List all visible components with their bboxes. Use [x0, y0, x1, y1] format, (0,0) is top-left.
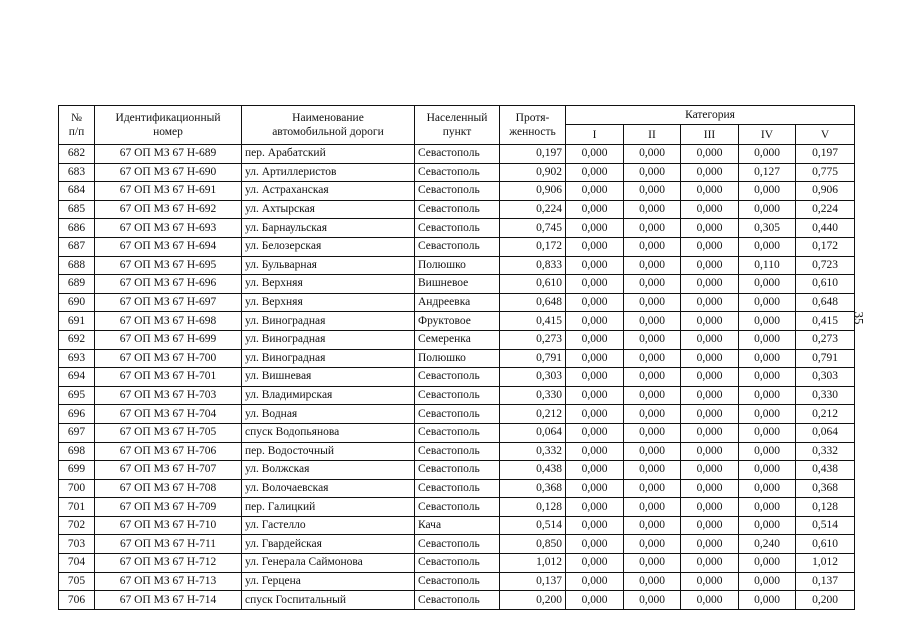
- settlement: Севастополь: [415, 200, 500, 219]
- cat-v-length: 0,791: [796, 349, 855, 368]
- cat-v-length: 0,648: [796, 293, 855, 312]
- row-number: 705: [59, 572, 95, 591]
- cat-i-length: 0,000: [566, 591, 624, 610]
- settlement: Севастополь: [415, 163, 500, 182]
- settlement: Севастополь: [415, 386, 500, 405]
- cat-ii-length: 0,000: [624, 293, 681, 312]
- road-name: ул. Виноградная: [242, 312, 415, 331]
- row-number: 685: [59, 200, 95, 219]
- table-header: [59, 106, 855, 145]
- cat-ii-length: 0,000: [624, 182, 681, 201]
- settlement: Севастополь: [415, 145, 500, 164]
- road-length: 0,902: [500, 163, 566, 182]
- cat-ii-length: 0,000: [624, 330, 681, 349]
- road-name: ул. Верхняя: [242, 293, 415, 312]
- row-number: 701: [59, 498, 95, 517]
- cat-iv-length: 0,000: [739, 293, 796, 312]
- cat-i-length: 0,000: [566, 293, 624, 312]
- settlement: Севастополь: [415, 572, 500, 591]
- table-row: [59, 535, 855, 554]
- road-length: 0,850: [500, 535, 566, 554]
- cat-iii-length: 0,000: [681, 200, 739, 219]
- settlement: Севастополь: [415, 423, 500, 442]
- settlement: Севастополь: [415, 442, 500, 461]
- header-category-i: I: [566, 125, 624, 145]
- header-category: [566, 106, 855, 125]
- road-name: ул. Белозерская: [242, 237, 415, 256]
- cat-v-length: 0,200: [796, 591, 855, 610]
- cat-ii-length: 0,000: [624, 349, 681, 368]
- cat-ii-length: 0,000: [624, 516, 681, 535]
- cat-iv-length: 0,000: [739, 237, 796, 256]
- header-category-ii: II: [624, 125, 681, 145]
- cat-i-length: 0,000: [566, 572, 624, 591]
- road-length: 0,745: [500, 219, 566, 238]
- cat-ii-length: 0,000: [624, 145, 681, 164]
- road-id: 67 ОП МЗ 67 Н-694: [95, 237, 242, 256]
- cat-i-length: 0,000: [566, 442, 624, 461]
- road-id: 67 ОП МЗ 67 Н-700: [95, 349, 242, 368]
- cat-ii-length: 0,000: [624, 442, 681, 461]
- cat-v-length: 1,012: [796, 554, 855, 573]
- settlement: Севастополь: [415, 182, 500, 201]
- settlement: Кача: [415, 516, 500, 535]
- cat-ii-length: 0,000: [624, 535, 681, 554]
- road-length: 0,212: [500, 405, 566, 424]
- header-category-label: Категория: [685, 109, 735, 121]
- row-number: 693: [59, 349, 95, 368]
- header-id-label: Идентификационный номер: [115, 112, 221, 138]
- road-length: 1,012: [500, 554, 566, 573]
- cat-i-length: 0,000: [566, 275, 624, 294]
- cat-iv-length: 0,000: [739, 479, 796, 498]
- cat-v-length: 0,514: [796, 516, 855, 535]
- cat-iii-length: 0,000: [681, 591, 739, 610]
- road-name: ул. Вишневая: [242, 368, 415, 387]
- road-id: 67 ОП МЗ 67 Н-689: [95, 145, 242, 164]
- row-number: 689: [59, 275, 95, 294]
- table-row: [59, 479, 855, 498]
- cat-i-length: 0,000: [566, 219, 624, 238]
- table-row: [59, 423, 855, 442]
- road-name: ул. Волочаевская: [242, 479, 415, 498]
- road-id: 67 ОП МЗ 67 Н-690: [95, 163, 242, 182]
- road-id: 67 ОП МЗ 67 Н-712: [95, 554, 242, 573]
- road-id: 67 ОП МЗ 67 Н-691: [95, 182, 242, 201]
- cat-v-length: 0,332: [796, 442, 855, 461]
- cat-i-length: 0,000: [566, 368, 624, 387]
- cat-iv-length: 0,000: [739, 516, 796, 535]
- road-id: 67 ОП МЗ 67 Н-713: [95, 572, 242, 591]
- row-number: 687: [59, 237, 95, 256]
- road-id: 67 ОП МЗ 67 Н-705: [95, 423, 242, 442]
- header-category-iii: III: [681, 125, 739, 145]
- settlement: Севастополь: [415, 368, 500, 387]
- header-number: [59, 106, 95, 145]
- table-row: [59, 293, 855, 312]
- cat-iv-length: 0,000: [739, 275, 796, 294]
- road-length: 0,172: [500, 237, 566, 256]
- cat-iii-length: 0,000: [681, 312, 739, 331]
- cat-iii-length: 0,000: [681, 572, 739, 591]
- cat-v-length: 0,330: [796, 386, 855, 405]
- cat-iv-length: 0,000: [739, 349, 796, 368]
- road-length: 0,224: [500, 200, 566, 219]
- road-id: 67 ОП МЗ 67 Н-696: [95, 275, 242, 294]
- settlement: Вишневое: [415, 275, 500, 294]
- road-id: 67 ОП МЗ 67 Н-697: [95, 293, 242, 312]
- header-road-name: [242, 106, 415, 145]
- road-name: ул. Артиллеристов: [242, 163, 415, 182]
- table-row: [59, 498, 855, 517]
- row-number: 683: [59, 163, 95, 182]
- road-id: 67 ОП МЗ 67 Н-709: [95, 498, 242, 517]
- settlement: Полюшко: [415, 349, 500, 368]
- road-length: 0,415: [500, 312, 566, 331]
- cat-ii-length: 0,000: [624, 237, 681, 256]
- cat-iv-length: 0,000: [739, 386, 796, 405]
- cat-ii-length: 0,000: [624, 200, 681, 219]
- cat-iv-length: 0,127: [739, 163, 796, 182]
- road-name: ул. Виноградная: [242, 330, 415, 349]
- cat-i-length: 0,000: [566, 554, 624, 573]
- road-id: 67 ОП МЗ 67 Н-708: [95, 479, 242, 498]
- road-name: ул. Генерала Саймонова: [242, 554, 415, 573]
- road-name: пер. Арабатский: [242, 145, 415, 164]
- table-row: [59, 200, 855, 219]
- row-number: 682: [59, 145, 95, 164]
- settlement: Севастополь: [415, 219, 500, 238]
- cat-iii-length: 0,000: [681, 405, 739, 424]
- cat-iv-length: 0,000: [739, 312, 796, 331]
- table-row: [59, 461, 855, 480]
- cat-v-length: 0,906: [796, 182, 855, 201]
- settlement: Фруктовое: [415, 312, 500, 331]
- cat-v-length: 0,197: [796, 145, 855, 164]
- cat-ii-length: 0,000: [624, 423, 681, 442]
- cat-v-length: 0,610: [796, 275, 855, 294]
- cat-i-length: 0,000: [566, 349, 624, 368]
- row-number: 698: [59, 442, 95, 461]
- cat-iii-length: 0,000: [681, 498, 739, 517]
- cat-iii-length: 0,000: [681, 145, 739, 164]
- cat-v-length: 0,273: [796, 330, 855, 349]
- table-row: [59, 330, 855, 349]
- settlement: Севастополь: [415, 237, 500, 256]
- cat-iii-length: 0,000: [681, 368, 739, 387]
- road-length: 0,791: [500, 349, 566, 368]
- cat-v-length: 0,723: [796, 256, 855, 275]
- row-number: 702: [59, 516, 95, 535]
- cat-i-length: 0,000: [566, 330, 624, 349]
- road-name: ул. Виноградная: [242, 349, 415, 368]
- header-road-name-label: Наименование автомобильной дороги: [272, 112, 384, 138]
- cat-i-length: 0,000: [566, 312, 624, 331]
- cat-v-length: 0,128: [796, 498, 855, 517]
- road-name: ул. Владимирская: [242, 386, 415, 405]
- header-settlement-label: Населенный пункт: [426, 112, 488, 138]
- cat-v-length: 0,775: [796, 163, 855, 182]
- header-settlement: [415, 106, 500, 145]
- cat-ii-length: 0,000: [624, 554, 681, 573]
- cat-i-length: 0,000: [566, 386, 624, 405]
- road-name: ул. Гвардейская: [242, 535, 415, 554]
- road-name: ул. Герцена: [242, 572, 415, 591]
- road-length: 0,610: [500, 275, 566, 294]
- cat-ii-length: 0,000: [624, 591, 681, 610]
- row-number: 690: [59, 293, 95, 312]
- cat-i-length: 0,000: [566, 256, 624, 275]
- road-length: 0,137: [500, 572, 566, 591]
- cat-iii-length: 0,000: [681, 386, 739, 405]
- settlement: Севастополь: [415, 591, 500, 610]
- road-name: ул. Верхняя: [242, 275, 415, 294]
- cat-i-length: 0,000: [566, 200, 624, 219]
- cat-i-length: 0,000: [566, 535, 624, 554]
- cat-iv-length: 0,000: [739, 182, 796, 201]
- road-id: 67 ОП МЗ 67 Н-699: [95, 330, 242, 349]
- cat-iv-length: 0,110: [739, 256, 796, 275]
- row-number: 704: [59, 554, 95, 573]
- cat-ii-length: 0,000: [624, 386, 681, 405]
- cat-iii-length: 0,000: [681, 275, 739, 294]
- cat-iv-length: 0,000: [739, 423, 796, 442]
- row-number: 703: [59, 535, 95, 554]
- road-length: 0,128: [500, 498, 566, 517]
- cat-iv-length: 0,000: [739, 591, 796, 610]
- header-length-label: Протя- женность: [509, 112, 556, 138]
- cat-ii-length: 0,000: [624, 275, 681, 294]
- table-body: [59, 145, 855, 610]
- settlement: Севастополь: [415, 405, 500, 424]
- cat-i-length: 0,000: [566, 145, 624, 164]
- cat-v-length: 0,064: [796, 423, 855, 442]
- cat-iv-length: 0,305: [739, 219, 796, 238]
- road-id: 67 ОП МЗ 67 Н-701: [95, 368, 242, 387]
- road-length: 0,906: [500, 182, 566, 201]
- settlement: Севастополь: [415, 535, 500, 554]
- road-id: 67 ОП МЗ 67 Н-693: [95, 219, 242, 238]
- table-row: [59, 516, 855, 535]
- row-number: 692: [59, 330, 95, 349]
- cat-iv-length: 0,000: [739, 461, 796, 480]
- cat-ii-length: 0,000: [624, 479, 681, 498]
- road-length: 0,064: [500, 423, 566, 442]
- road-id: 67 ОП МЗ 67 Н-710: [95, 516, 242, 535]
- road-id: 67 ОП МЗ 67 Н-714: [95, 591, 242, 610]
- cat-ii-length: 0,000: [624, 219, 681, 238]
- road-id: 67 ОП МЗ 67 Н-695: [95, 256, 242, 275]
- road-length: 0,514: [500, 516, 566, 535]
- road-name: спуск Водопьянова: [242, 423, 415, 442]
- cat-v-length: 0,303: [796, 368, 855, 387]
- cat-i-length: 0,000: [566, 163, 624, 182]
- cat-iii-length: 0,000: [681, 535, 739, 554]
- road-registry-table: [58, 105, 855, 610]
- settlement: Андреевка: [415, 293, 500, 312]
- table-row: [59, 405, 855, 424]
- table-row: [59, 237, 855, 256]
- row-number: 696: [59, 405, 95, 424]
- cat-ii-length: 0,000: [624, 461, 681, 480]
- header-category-v: V: [796, 125, 855, 145]
- header-category-iv: IV: [739, 125, 796, 145]
- road-name: пер. Водосточный: [242, 442, 415, 461]
- table-row: [59, 256, 855, 275]
- cat-iv-length: 0,000: [739, 498, 796, 517]
- table-row: [59, 163, 855, 182]
- header-length: [500, 106, 566, 145]
- row-number: 691: [59, 312, 95, 331]
- cat-v-length: 0,224: [796, 200, 855, 219]
- cat-ii-length: 0,000: [624, 405, 681, 424]
- road-length: 0,330: [500, 386, 566, 405]
- row-number: 706: [59, 591, 95, 610]
- row-number: 697: [59, 423, 95, 442]
- cat-iii-length: 0,000: [681, 479, 739, 498]
- header-number-label: № п/п: [68, 112, 85, 138]
- road-name: ул. Барнаульская: [242, 219, 415, 238]
- cat-i-length: 0,000: [566, 498, 624, 517]
- road-length: 0,200: [500, 591, 566, 610]
- cat-iv-length: 0,000: [739, 145, 796, 164]
- table-row: [59, 312, 855, 331]
- cat-iii-length: 0,000: [681, 349, 739, 368]
- road-id: 67 ОП МЗ 67 Н-711: [95, 535, 242, 554]
- cat-iii-length: 0,000: [681, 237, 739, 256]
- settlement: Севастополь: [415, 461, 500, 480]
- cat-ii-length: 0,000: [624, 572, 681, 591]
- row-number: 688: [59, 256, 95, 275]
- cat-v-length: 0,137: [796, 572, 855, 591]
- road-name: ул. Астраханская: [242, 182, 415, 201]
- table-row: [59, 554, 855, 573]
- settlement: Полюшко: [415, 256, 500, 275]
- cat-iii-length: 0,000: [681, 293, 739, 312]
- cat-ii-length: 0,000: [624, 256, 681, 275]
- table-row: [59, 275, 855, 294]
- road-id: 67 ОП МЗ 67 Н-692: [95, 200, 242, 219]
- cat-iii-length: 0,000: [681, 461, 739, 480]
- cat-v-length: 0,440: [796, 219, 855, 238]
- cat-iii-length: 0,000: [681, 554, 739, 573]
- cat-iii-length: 0,000: [681, 442, 739, 461]
- cat-i-length: 0,000: [566, 423, 624, 442]
- cat-iii-length: 0,000: [681, 182, 739, 201]
- row-number: 700: [59, 479, 95, 498]
- cat-iv-length: 0,000: [739, 442, 796, 461]
- cat-v-length: 0,368: [796, 479, 855, 498]
- row-number: 686: [59, 219, 95, 238]
- cat-v-length: 0,610: [796, 535, 855, 554]
- table-row: [59, 349, 855, 368]
- cat-i-length: 0,000: [566, 405, 624, 424]
- road-name: спуск Госпитальный: [242, 591, 415, 610]
- header-id: [95, 106, 242, 145]
- cat-iv-length: 0,000: [739, 368, 796, 387]
- cat-iv-length: 0,000: [739, 572, 796, 591]
- road-name: ул. Ахтырская: [242, 200, 415, 219]
- road-id: 67 ОП МЗ 67 Н-706: [95, 442, 242, 461]
- table-row: [59, 182, 855, 201]
- cat-v-length: 0,172: [796, 237, 855, 256]
- road-length: 0,368: [500, 479, 566, 498]
- road-length: 0,833: [500, 256, 566, 275]
- cat-i-length: 0,000: [566, 516, 624, 535]
- cat-iii-length: 0,000: [681, 516, 739, 535]
- settlement: Севастополь: [415, 479, 500, 498]
- cat-iv-length: 0,000: [739, 330, 796, 349]
- road-length: 0,197: [500, 145, 566, 164]
- cat-ii-length: 0,000: [624, 498, 681, 517]
- cat-ii-length: 0,000: [624, 368, 681, 387]
- cat-iii-length: 0,000: [681, 423, 739, 442]
- settlement: Севастополь: [415, 498, 500, 517]
- road-length: 0,332: [500, 442, 566, 461]
- road-name: пер. Галицкий: [242, 498, 415, 517]
- cat-ii-length: 0,000: [624, 163, 681, 182]
- row-number: 694: [59, 368, 95, 387]
- settlement: Севастополь: [415, 554, 500, 573]
- table-row: [59, 145, 855, 164]
- cat-iv-length: 0,000: [739, 405, 796, 424]
- table-row: [59, 591, 855, 610]
- table-row: [59, 386, 855, 405]
- road-length: 0,303: [500, 368, 566, 387]
- row-number: 699: [59, 461, 95, 480]
- road-length: 0,273: [500, 330, 566, 349]
- road-id: 67 ОП МЗ 67 Н-707: [95, 461, 242, 480]
- road-name: ул. Гастелло: [242, 516, 415, 535]
- settlement: Семеренка: [415, 330, 500, 349]
- cat-iv-length: 0,000: [739, 200, 796, 219]
- table-row: [59, 219, 855, 238]
- cat-v-length: 0,415: [796, 312, 855, 331]
- road-id: 67 ОП МЗ 67 Н-704: [95, 405, 242, 424]
- table-row: [59, 368, 855, 387]
- road-length: 0,648: [500, 293, 566, 312]
- cat-v-length: 0,438: [796, 461, 855, 480]
- road-id: 67 ОП МЗ 67 Н-698: [95, 312, 242, 331]
- cat-i-length: 0,000: [566, 182, 624, 201]
- cat-iii-length: 0,000: [681, 256, 739, 275]
- row-number: 684: [59, 182, 95, 201]
- road-name: ул. Волжская: [242, 461, 415, 480]
- row-number: 695: [59, 386, 95, 405]
- cat-iii-length: 0,000: [681, 219, 739, 238]
- cat-ii-length: 0,000: [624, 312, 681, 331]
- cat-iv-length: 0,000: [739, 554, 796, 573]
- cat-iii-length: 0,000: [681, 163, 739, 182]
- cat-i-length: 0,000: [566, 237, 624, 256]
- table-row: [59, 572, 855, 591]
- cat-v-length: 0,212: [796, 405, 855, 424]
- page-number: 35: [851, 311, 867, 325]
- table-row: [59, 442, 855, 461]
- road-name: ул. Водная: [242, 405, 415, 424]
- road-length: 0,438: [500, 461, 566, 480]
- road-name: ул. Бульварная: [242, 256, 415, 275]
- cat-iv-length: 0,240: [739, 535, 796, 554]
- road-id: 67 ОП МЗ 67 Н-703: [95, 386, 242, 405]
- cat-i-length: 0,000: [566, 461, 624, 480]
- cat-iii-length: 0,000: [681, 330, 739, 349]
- cat-i-length: 0,000: [566, 479, 624, 498]
